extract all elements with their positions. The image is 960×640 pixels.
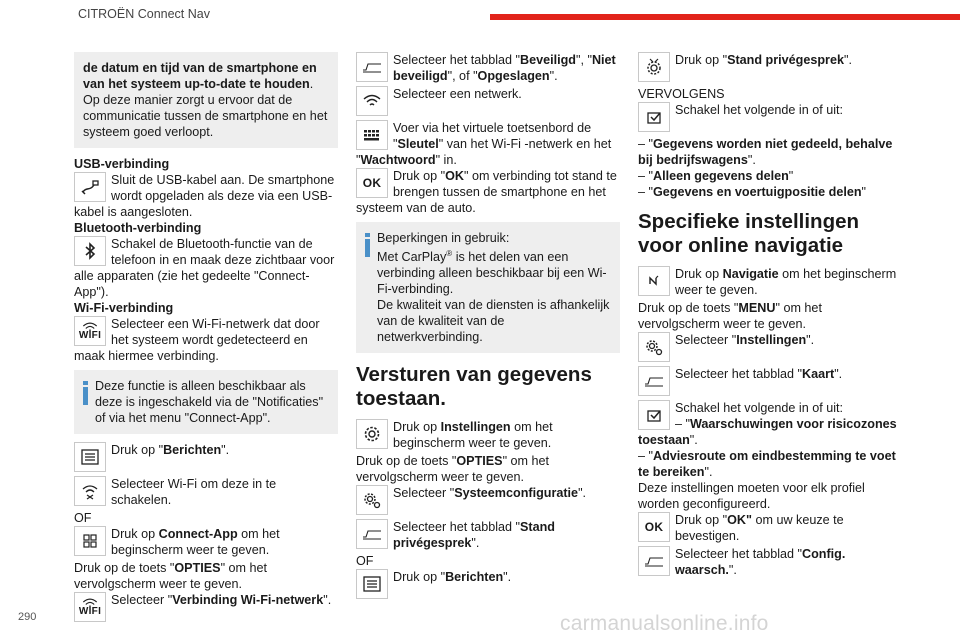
step-berichten-2: Druk op "Berichten". — [356, 569, 620, 603]
step-keyboard: Voer via het virtuele toetsenbord de "Sleutel" van het Wi-Fi -netwerk en het "Wachtwoord" in. — [356, 121, 612, 167]
option-list-item: – "Alleen gegevens delen" — [638, 169, 794, 183]
wifi-icon: WIFI — [74, 316, 106, 346]
ok-icon: OK — [638, 512, 670, 542]
usb-text: Sluit de USB-kabel aan. De smartphone wordt opgeladen als deze via een USB-kabel is aangesloten. — [74, 173, 335, 219]
step-tab-alerts: Selecteer het tabblad "Config. waarsch.". — [638, 546, 902, 580]
option-list-item: – "Gegevens worden niet gedeeld, behalve bij bedrijfswagens". — [638, 137, 893, 167]
section-heading-online-navigation: Specifieke instellingen voor online navigatie — [638, 210, 860, 257]
step-navigation: Druk op Navigatie om het beginscherm weer te geven. — [638, 266, 902, 300]
messages-icon — [356, 569, 388, 599]
step-select-network: Selecteer een netwerk. — [356, 86, 620, 120]
or-label: OF — [356, 554, 374, 569]
tab-icon — [356, 519, 388, 549]
info-box-limitations: Beperkingen in gebruik: Met CarPlay® is het delen van een verbinding alleen beschikbaar bij een Wi-Fi-verbinding. De kwaliteit van de diensten is afhankelijk van de kwaliteit van de netwerkverbinding. — [356, 222, 620, 353]
usb-cable-icon — [74, 172, 106, 202]
option-list-item: – "Gegevens en voertuigpositie delen" — [638, 185, 867, 199]
step-tab-map: Selecteer het tabblad "Kaart". — [638, 366, 902, 400]
checkbox-icon — [638, 102, 670, 132]
column-1 — [74, 52, 338, 626]
step-instellingen: Selecteer "Instellingen". — [638, 332, 902, 366]
step-ok: OK Druk op "OK" om verbinding tot stand te brengen tussen de smartphone en het systeem van de auto. — [356, 169, 617, 215]
wifi-icon: WIFI — [74, 592, 106, 622]
section-heading-data-sharing: Versturen van gegevens toestaan. — [356, 363, 592, 411]
checkbox-icon — [638, 400, 670, 430]
watermark: carmanualsonline.info — [560, 612, 769, 635]
header-accent-bar — [490, 14, 960, 20]
step-system-config: Selecteer "Systeemconfiguratie". — [356, 485, 620, 519]
wifi-settings-icon — [74, 476, 106, 506]
page-number: 290 — [18, 611, 37, 623]
tab-icon — [356, 52, 388, 82]
step-options-2: Druk op de toets "OPTIES" om het vervolgscherm weer te geven. — [356, 454, 550, 485]
step-private-mode: Druk op "Stand privégesprek". — [638, 52, 902, 86]
document-header-title: CITROËN Connect Nav — [78, 7, 210, 21]
step-options: Druk op de toets "OPTIES" om het vervolgscherm weer te geven. — [74, 561, 268, 591]
privacy-gear-icon — [638, 52, 670, 82]
column-3 — [638, 52, 902, 580]
gears-icon — [638, 332, 670, 362]
navigation-arrow-icon — [638, 266, 670, 296]
step-menu: Druk op de toets "MENU" om het vervolgscherm weer te geven. — [638, 301, 822, 331]
bluetooth-icon — [74, 236, 106, 266]
step-wifi-enable: Selecteer Wi-Fi om deze in te schakelen. — [74, 476, 338, 510]
keyboard-icon — [356, 120, 388, 150]
step-toggle-sharing: Schakel het volgende in of uit: — [638, 102, 902, 136]
then-label: VERVOLGENS — [638, 87, 725, 101]
wifi-heading: Wi-Fi-verbinding — [74, 301, 174, 315]
step-wifi-connection: WIFI Selecteer "Verbinding Wi-Fi-netwerk". — [74, 592, 338, 626]
usb-heading: USB-verbinding — [74, 157, 170, 171]
gear-icon — [356, 419, 388, 449]
step-tab-privacy: Selecteer het tabblad "Stand privégesprek". — [356, 519, 620, 553]
messages-icon — [74, 442, 106, 472]
step-toggle-map-options: Schakel het volgende in of uit: – "Waarschuwingen voor risicozones toestaan". — [638, 401, 897, 447]
info-icon — [365, 233, 370, 345]
tab-icon — [638, 546, 670, 576]
step-connect-app: Druk op Connect-App om het beginscherm weer te geven. — [74, 526, 338, 560]
info-icon — [83, 381, 88, 426]
ok-icon: OK — [356, 168, 388, 198]
step-berichten: Druk op "Berichten". — [74, 442, 338, 476]
bluetooth-text: Schakel de Bluetooth-functie van de telefoon in en maak deze zichtbaar voor alle apparaten (zie het gedeelte "Connect-App"). — [74, 237, 335, 299]
tab-icon — [638, 366, 670, 396]
apps-grid-icon — [74, 526, 106, 556]
note-box: de datum en tijd van de smartphone en van het systeem up-to-date te houden. Op deze manier zorgt u ervoor dat de communicatie tussen de smartphone en het systeem goed verloopt. — [74, 52, 338, 148]
step-settings: Druk op Instellingen om het beginscherm weer te geven. — [356, 419, 620, 453]
profile-note: Deze instellingen moeten voor elk profiel worden geconfigureerd. — [638, 481, 865, 511]
option-list-item: – "Adviesroute om eindbestemming te voet te bereiken". — [638, 449, 896, 479]
wifi-signal-icon — [356, 86, 388, 116]
info-box: Deze functie is alleen beschikbaar als deze is ingeschakeld via de "Notificaties" of via het menu "Connect-App". — [74, 370, 338, 434]
gears-icon — [356, 485, 388, 515]
column-2 — [356, 52, 620, 603]
step-tab-security: Selecteer het tabblad "Beveiligd", "Niet beveiligd", of "Opgeslagen". — [356, 52, 620, 86]
bluetooth-heading: Bluetooth-verbinding — [74, 221, 202, 235]
or-label: OF — [74, 511, 92, 525]
wifi-text: Selecteer een Wi-Fi-netwerk dat door het systeem wordt gedetecteerd en maak hiermee verbinding. — [74, 317, 320, 363]
step-confirm-ok: OK Druk op "OK" om uw keuze te bevestigen. — [638, 512, 902, 546]
